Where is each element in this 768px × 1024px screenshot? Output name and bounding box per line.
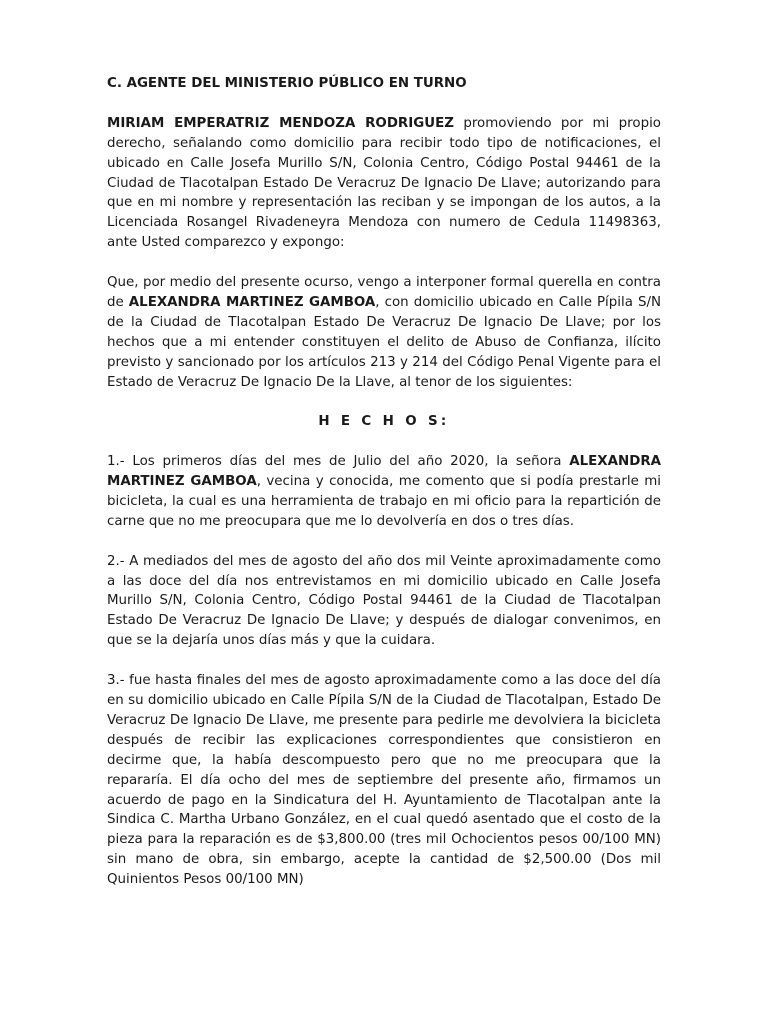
defendant-name: ALEXANDRA MARTINEZ GAMBOA	[128, 294, 376, 310]
promovente-name: MIRIAM EMPERATRIZ MENDOZA RODRIGUEZ	[107, 115, 454, 131]
complaint-text-before: Que, por medio del presente ocurso, vengo a interponer formal querella en contra de	[107, 275, 661, 310]
fact-1-paragraph	[107, 452, 661, 532]
complaint-paragraph	[107, 273, 661, 392]
hechos-heading: H E C H O S:	[318, 414, 450, 430]
fact-1-text-before: 1.- Los primeros días del mes de Julio del año 2020, la señora	[107, 454, 570, 470]
fact-2-paragraph: 2.- A mediados del mes de agosto del año dos mil Veinte aproximadamente como a las doce del día nos entrevistamos en mi domicilio ubicado en Calle Josefa Murillo S/N, Colonia Centro, Código Postal 94461 de la Ciudad de Tlacotalpan Estado De Veracruz De Ignacio De Llave; y después de dialogar convenimos, en que se la dejaría unos días más y que la cuidara.	[107, 553, 661, 649]
document-page	[107, 74, 661, 910]
fact-1-defendant-name: ALEXANDRA MARTINEZ GAMBOA	[107, 454, 661, 490]
intro-text: promoviendo por mi propio derecho, señalando como domicilio para recibir todo tipo de notificaciones, el ubicado en Calle Josefa Murillo S/N, Colonia Centro, Código Postal 94461 de la Ciudad de Tlacotalpan Estado De Veracruz De Ignacio De Llave; autorizando para que en mi nombre y representación las reciban y se impongan de los autos, a la Licenciada Rosangel Rivadeneyra Mendoza con numero de Cedula 11498363, ante Usted comparezco y expongo:	[107, 115, 661, 251]
addressee-line: C. AGENTE DEL MINISTERIO PÚBLICO EN TURNO	[107, 76, 467, 91]
fact-1-text-after: , vecina y conocida, me comento que si podía prestarle mi bicicleta, la cual es una herramienta de trabajo en mi oficio para la repartición de carne que no me preocupara que me lo devolvería en dos o tres días.	[107, 474, 661, 529]
intro-paragraph	[107, 114, 661, 253]
complaint-text-after: , con domicilio ubicado en Calle Pípila S/N de la Ciudad de Tlacotalpan Estado De Veracruz De Ignacio De Llave; por los hechos que a mi entender constituyen el delito de Abuso de Confianza, ilícito previsto y sancionado por los artículos 213 y 214 del Código Penal Vigente para el Estado de Veracruz De Ignacio De la Llave, al tenor de los siguientes:	[107, 294, 662, 390]
fact-3-paragraph: 3.- fue hasta finales del mes de agosto aproximadamente como a las doce del día en su domicilio ubicado en Calle Pípila S/N de la Ciudad de Tlacotalpan, Estado De Veracruz De Ignacio De Llave, me presente para pedirle me devolviera la bicicleta después de recibir las explicaciones correspondientes que consistieron en decirme que, la había descompuesto pero que no me preocupara que la repararía. El día ocho del mes de septiembre del presente año, firmamos un acuerdo de pago en la Sindicatura del H. Ayuntamiento de Tlacotalpan ante la Sindica C. Martha Urbano González, en el cual quedó asentado que el costo de la pieza para la reparación es de $3,800.00 (tres mil Ochocientos pesos 00/100 MN) sin mano de obra, sin embargo, acepte la cantidad de $2,500.00 (Dos mil Quinientos Pesos 00/100 MN)	[107, 673, 661, 888]
